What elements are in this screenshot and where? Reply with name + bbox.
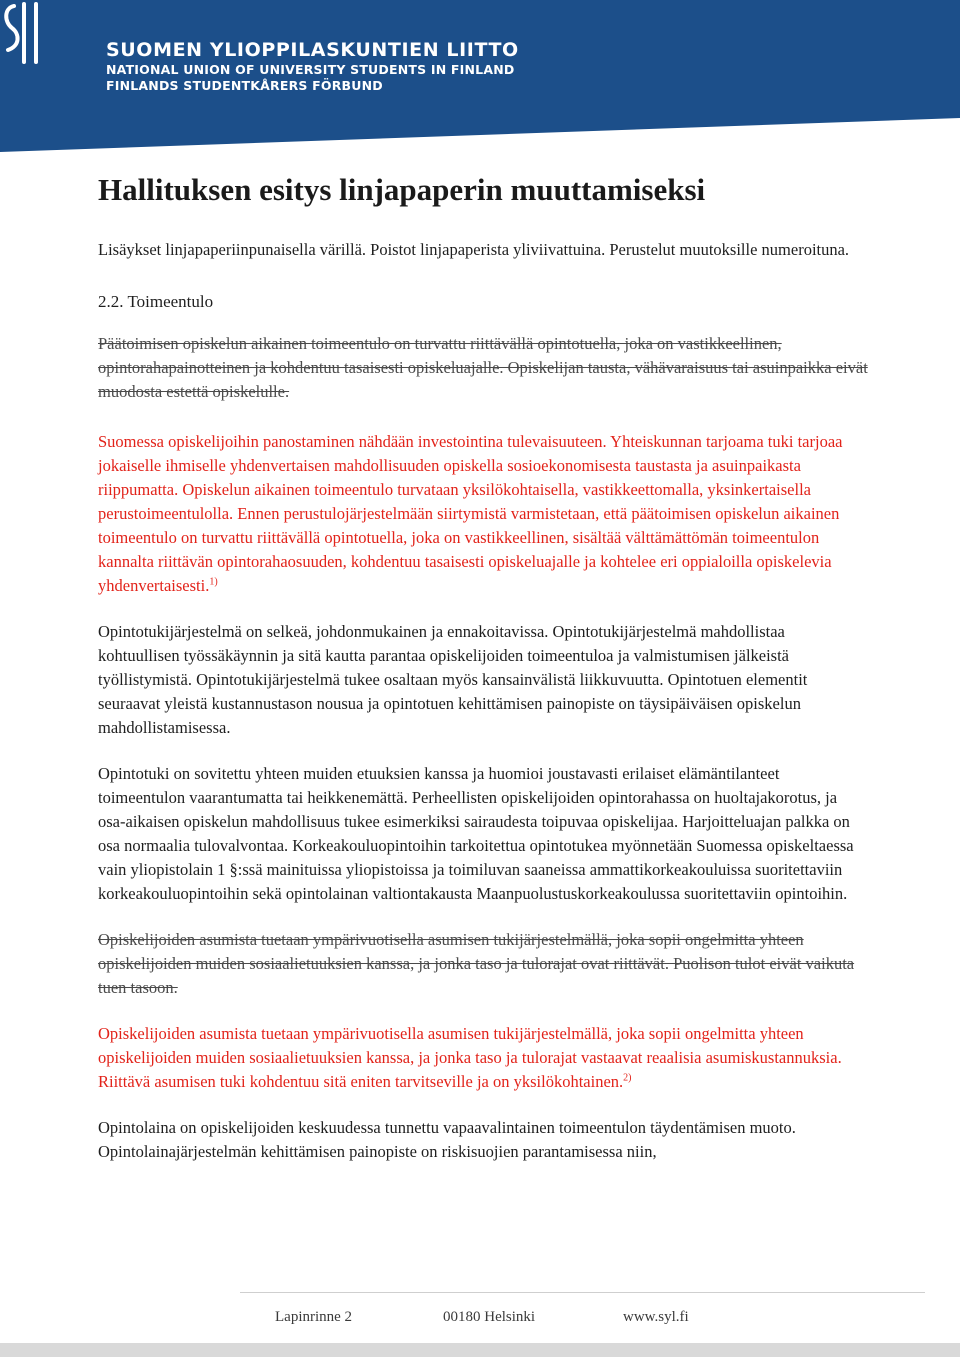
footnote-marker: 2) <box>623 1072 632 1084</box>
header-band <box>0 0 960 152</box>
footer-divider <box>240 1292 925 1293</box>
document-title: Hallituksen esitys linjapaperin muuttamiseksi <box>98 172 706 207</box>
footer-city: 00180 Helsinki <box>443 1309 536 1325</box>
added-paragraph <box>98 430 868 598</box>
section-heading: 2.2. Toimeentulo <box>98 292 214 311</box>
intro-paragraph: Lisäykset linjapaperiinpunaisella värillä. Poistot linjapaperista yliviivattuina. Perustelut muutoksille numeroituna. <box>98 240 850 259</box>
added-paragraph <box>98 1022 868 1094</box>
paragraph: Opintotukijärjestelmä on selkeä, johdonmukainen ja ennakoitavissa. Opintotukijärjestelmä mahdollistaa kohtuullisen työssäkäynnin ja sitä kautta parantaa opiskelijoiden toimeentuloa ja valmistumisen jälkeistä työllistymistä. Opintotukijärjestelmä tukee osaltaan myös kansainvälistä liikkuvuutta. Opintotuen elementit seuraavat yleistä kustannustason nousua ja opintotuen kehittämisen painopiste on täysipäiväisen opiskelun mahdollistamisessa. <box>98 622 808 737</box>
added-paragraph-text: Opiskelijoiden asumista tuetaan ympärivuotisella asumisen tukijärjestelmällä, joka sopii ongelmitta yhteen opiskelijoiden muiden sosiaalietuuksien kanssa, ja jonka taso ja tulorajat vastaavat reaalisia asumiskustannuksia. Riittävä asumisen tuki kohdentuu sitä eniten tarvitseville ja on yksilökohtainen. <box>98 1024 842 1091</box>
paragraph: Opintotuki on sovitettu yhteen muiden etuuksien kanssa ja huomioi joustavasti erilaiset elämäntilanteet toimeentulon vaarantumatta tai heikkenemättä. Perheellisten opiskelijoiden opintorahassa on huoltajakorotus, ja osa-aikaisen opiskelun mahdollisuus tukee esimerkiksi sairaudesta toipuvaa opiskelijaa. Harjoitteluajan palkka on osa normaalia tulovalvontaa. Korkeakouluopintoihin tarkoitettua opintotukea myönnetään Suomessa opiskeltaessa vain yliopistolain 1 §:ssä mainituissa yliopistoissa ja toimiluvan saaneissa ammattikorkeakouluissa suoritettaviin korkeakouluopintoihin sekä opintolainan valtiontakausta Maanpuolustuskorkeakoulussa suoritettaviin opintoihin. <box>98 764 854 903</box>
added-paragraph-text: Suomessa opiskelijoihin panostaminen nähdään investointina tulevaisuuteen. Yhteiskunnan tarjoama tuki tarjoaa jokaiselle ihmiselle yhdenvertaisen mahdollisuuden opiskella sosioekonomisesta taustasta ja asuinpaikasta riippumatta. Opiskelun aikainen toimeentulo turvataan yksilökohtaisella, vastikkeettomalla, yksinkertaisella perustoimeentulolla. Ennen perustulojärjestelmään siirtymistä varmistetaan, että päätoimisen opiskelun aikainen toimeentulo on turvattu riittävällä opintotuella, joka on vastikkeellinen, sisältää välttämättömän toimeentulon kannalta riittävän opintorahaosuuden, kohdentuu tasaisesti opiskeluajalle ja kohtelee eri oppialoilla opiskelevia yhdenvertaisesti. <box>98 432 843 595</box>
footer <box>275 1309 689 1326</box>
org-name-finnish: SUOMEN YLIOPPILASKUNTIEN LIITTO <box>106 39 519 61</box>
deleted-paragraph: Päätoimisen opiskelun aikainen toimeentulo on turvattu riittävällä opintotuella, joka on vastikkeellinen, opintorahapainotteinen ja kohdentuu tasaisesti opiskeluajalle. Opiskelijan tausta, vähävaraisuus tai asuinpaikka eivät muodosta estettä opiskelulle. <box>98 334 868 401</box>
org-name-swedish: FINLANDS STUDENTKÅRERS FÖRBUND <box>106 78 383 93</box>
paragraph: Opintolaina on opiskelijoiden keskuudessa tunnettu vapaavalintainen toimeentulon täydentämisen muoto. Opintolainajärjestelmän kehittämisen painopiste on riskisuojien parantamisessa niin, <box>98 1118 796 1161</box>
syl-logo-icon <box>0 0 44 68</box>
document-body <box>98 238 868 1164</box>
page-bottom-bar <box>0 1343 960 1357</box>
deleted-paragraph: Opiskelijoiden asumista tuetaan ympärivuotisella asumisen tukijärjestelmällä, joka sopii ongelmitta yhteen opiskelijoiden muiden sosiaalietuuksien kanssa, ja jonka taso ja tulorajat ovat riittävät. Puolison tulot eivät vaikuta tuen tasoon. <box>98 930 855 997</box>
footer-website-link[interactable]: www.syl.fi <box>623 1309 689 1325</box>
footnote-marker: 1) <box>209 576 218 588</box>
organization-names <box>106 38 519 94</box>
footer-address: Lapinrinne 2 <box>275 1309 353 1325</box>
org-name-english: NATIONAL UNION OF UNIVERSITY STUDENTS IN FINLAND <box>106 62 515 77</box>
